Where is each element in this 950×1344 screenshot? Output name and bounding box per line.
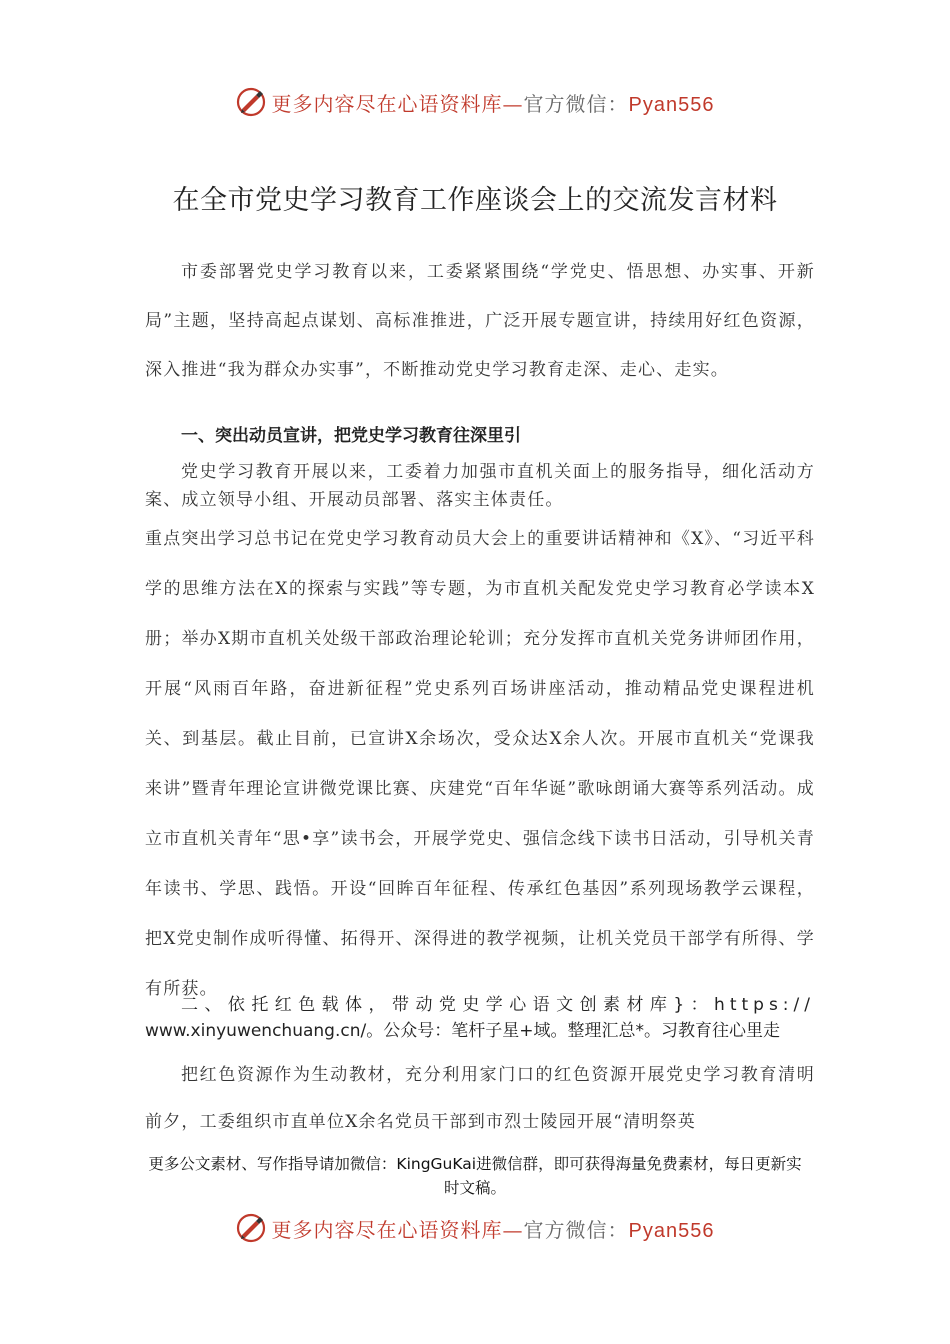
pen-logo-icon [236, 87, 266, 117]
banner-dash: — [502, 1217, 524, 1242]
document-title: 在全市党史学习教育工作座谈会上的交流发言材料 [172, 185, 778, 216]
section2-heading-line2: www.xinyuwenchuang.cn/。公众号：笔杆子星+域。整理汇总*。习教育往心里走 [145, 1021, 780, 1041]
banner-official-label: 官方微信： [523, 1217, 629, 1242]
banner-official-label: 官方微信： [523, 91, 629, 116]
pen-logo-icon [236, 1213, 266, 1243]
banner-main-text: 更多内容尽在心语资料库 [271, 91, 503, 116]
section2-paragraph: 把红色资源作为生动教材，充分利用家门口的红色资源开展党史学习教育清明前夕，工委组织市直单位X余名党员干部到市烈士陵园开展“清明祭英 [145, 1065, 815, 1132]
banner-text [272, 88, 715, 117]
section1-paragraph-rest: 重点突出学习总书记在党史学习教育动员大会上的重要讲话精神和《X》、“习近平科学的思维方法在X的探索与实践”等专题，为市直机关配发党史学习教育必学读本X册；举办X期市直机关处级干部政治理论轮训；充分发挥市直机关党务讲师团作用，开展“风雨百年路，奋进新征程”党史系列百场讲座活动，推动精品党史课程进机关、到基层。截止目前，已宣讲X余场次，受众达X余人次。开展市直机关“党课我来讲”暨青年理论宣讲微党课比赛、庆建党“百年华诞”歌咏朗诵大赛等系列活动。成立市直机关青年“思•享”读书会，开展学党史、强信念线下读书日活动，引导机关青年读书、学思、践悟。开设“回眸百年征程、传承红色基因”系列现场教学云课程，把X党史制作成听得懂、拓得开、深得进的教学视频，让机关党员干部学有所得、学有所获。 [145, 529, 815, 999]
banner-main-text: 更多内容尽在心语资料库 [271, 1217, 503, 1242]
intro-paragraph: 市委部署党史学习教育以来，工委紧紧围绕“学党史、悟思想、办实事、开新局”主题，坚持高起点谋划、高标准推进，广泛开展专题宣讲，持续用好红色资源，深入推进“我为群众办实事”，不断推动党史学习教育走深、走心、走实。 [145, 262, 815, 380]
bottom-banner [0, 1208, 950, 1248]
section2-heading-line1: 二、依托红色载体，带动党史学心语文创素材库}：https:// [181, 995, 815, 1015]
section1-paragraph-start: 党史学习教育开展以来，工委着力加强市直机关面上的服务指导，细化活动方案、成立领导小组、开展动员部署、落实主体责任。 [145, 462, 815, 510]
section1-paragraph [145, 458, 815, 1014]
top-banner [0, 82, 950, 122]
banner-wechat-id: Pyan556 [628, 93, 715, 116]
section2-heading [145, 992, 815, 1044]
banner-dash: — [502, 91, 524, 116]
banner-wechat-id: Pyan556 [628, 1219, 715, 1242]
section1-heading: 一、突出动员宣讲，把党史学习教育往深里引 [181, 426, 521, 446]
banner-text [272, 1214, 715, 1243]
footer-note: 更多公文素材、写作指导请加微信：KingGuKai进微信群，即可获得海量免费素材，每日更新实时文稿。 [148, 1155, 802, 1197]
